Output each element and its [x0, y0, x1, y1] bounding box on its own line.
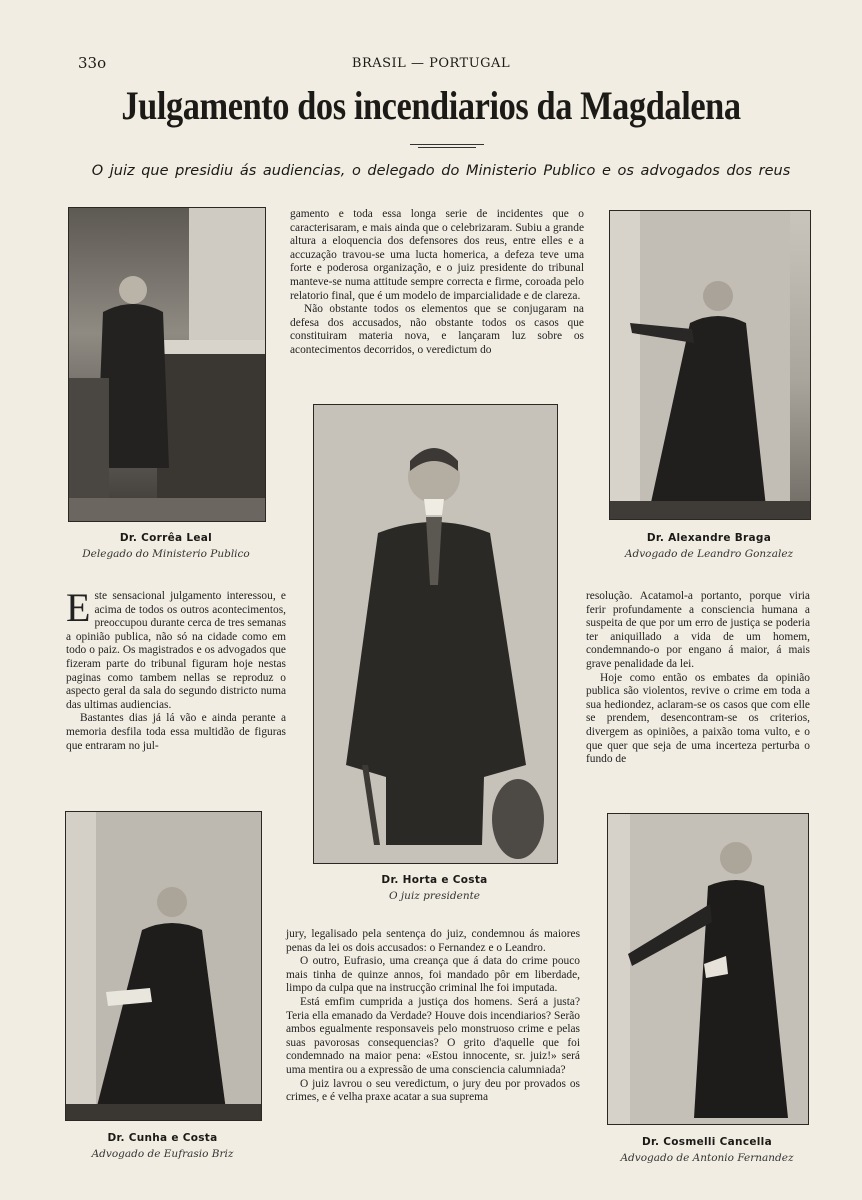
paragraph: Está emfim cumprida a justiça dos homens. Será a justa? Teria ella emanado da Verdade? Houve dois incendiarios? Serão ambos egualmente responsaveis pelo monstruoso crime e pelas suas pavorosas consequencias? O grito d'aquelle que foi condemnado na maior pena: «Estou innocente, sr. juiz!» será uma mentira ou a expressão de uma consciencia calumniada?: [286, 995, 580, 1076]
portrait-photo-cunha-e-costa: [65, 811, 262, 1121]
paragraph: O juiz lavrou o seu veredictum, o jury deu por provados os crimes, e é velha praxe acatar a sua suprema: [286, 1077, 580, 1104]
portrait-caption-cosmelli-cancella: [607, 1136, 807, 1164]
paragraph: Não obstante todos os elementos que se conjugaram na defesa dos accusados, não obstante todos os casos que constituiram materia nova, e lançaram luz sobre os acontecimentos decorridos, o veredictum do: [290, 303, 584, 356]
portrait-caption-alexandre-braga: [609, 532, 809, 560]
article-subtitle: O juiz que presidiu ás audiencias, o delegado do Ministerio Publico e os advogados dos reus: [91, 163, 791, 179]
article-column-top-center: [290, 208, 584, 358]
running-title: BRASIL — PORTUGAL: [351, 56, 511, 71]
title-divider: [410, 144, 484, 145]
portrait-photo-horta-e-costa: [313, 404, 558, 864]
portrait-photo-alexandre-braga: [609, 210, 811, 520]
article-column-right: [586, 590, 810, 767]
paragraph: gamento e toda essa longa serie de incidentes que o caracterisaram, e mais ainda que o celebrizaram. Subiu a grande altura a eloquencia dos defensores dos reus, entre elles e a accuzação travou-se uma lucta homerica, a defeza teve uma forte e poderosa organização, e o juiz presidente do tribunal manteve-se numa attitude sempre correcta e firme, coroada pelo relatorio final, que é um modelo de imparcialidade e de clareza.: [290, 208, 584, 302]
portrait-caption-horta-e-costa: [313, 874, 556, 902]
portrait-role: Delegado do Ministerio Publico: [82, 548, 250, 560]
article-title: Julgamento dos incendiarios da Magdalena: [121, 83, 741, 128]
paragraph: resolução. Acatamol-a portanto, porque viria ferir profundamente a consciencia humana a suspeita de que por um erro de justiça se poderia ter aniquillado a vida de um homem, condemnando-o por engano á maior, á mais grave penalidade da lei.: [586, 590, 810, 670]
portrait-caption-cunha-e-costa: [65, 1132, 260, 1160]
portrait-role: Advogado de Leandro Gonzalez: [624, 548, 794, 560]
portrait-name: Dr. Corrêa Leal: [119, 532, 213, 544]
paragraph: Hoje como então os embates da opinião publica são violentos, revive o crime em toda a sua hediondez, aclaram-se os casos que com elle se prendem, desencontram-se os criterios, divergem as opiniões, a paixão toma vulto, e o que quer que seja de uma incerteza perturba o fundo de: [586, 671, 810, 766]
paragraph: jury, legalisado pela sentença do juiz, condemnou ás maiores penas da lei os dois accusados: o Fernandez e o Leandro.: [286, 928, 580, 954]
paragraph-text: ste sensacional julgamento interessou, e acima de todos os outros acontecimentos, preoccupou durante cerca de tres semanas a opinião publica, não só na cidade como em todo o paiz. Os magistrados e os advogados que fizeram parte do tribunal figuram hoje nestas paginas como tambem nellas se reproduz o aspecto geral da sala do segundo districto numa das ultimas audiencias.: [66, 590, 286, 711]
drop-cap: E: [66, 585, 91, 630]
portrait-name: Dr. Horta e Costa: [381, 874, 488, 886]
title-divider-inner: [418, 147, 476, 148]
portrait-role: O juiz presidente: [388, 890, 481, 902]
paragraph: Bastantes dias já lá vão e ainda perante a memoria desfila toda essa multidão de figuras que entraram no jul-: [66, 712, 286, 752]
paragraph: [66, 585, 286, 712]
portrait-name: Dr. Cunha e Costa: [107, 1132, 218, 1144]
page-number: 33o: [78, 54, 107, 72]
article-column-bottom-center: [286, 928, 580, 1105]
article-column-left: [66, 585, 286, 753]
portrait-role: Advogado de Eufrasio Briz: [91, 1148, 234, 1160]
portrait-photo-cosmelli-cancella: [607, 813, 809, 1125]
portrait-caption-correa-leal: [68, 532, 264, 560]
portrait-name: Dr. Cosmelli Cancella: [642, 1136, 772, 1148]
portrait-name: Dr. Alexandre Braga: [646, 532, 772, 544]
portrait-role: Advogado de Antonio Fernandez: [620, 1152, 794, 1164]
paragraph: O outro, Eufrasio, uma creança que á data do crime pouco mais tinha de quinze annos, foi mandado pôr em liberdade, limpo da culpa que na instrucção criminal lhe foi imputada.: [286, 955, 580, 995]
portrait-photo-correa-leal: [68, 207, 266, 522]
